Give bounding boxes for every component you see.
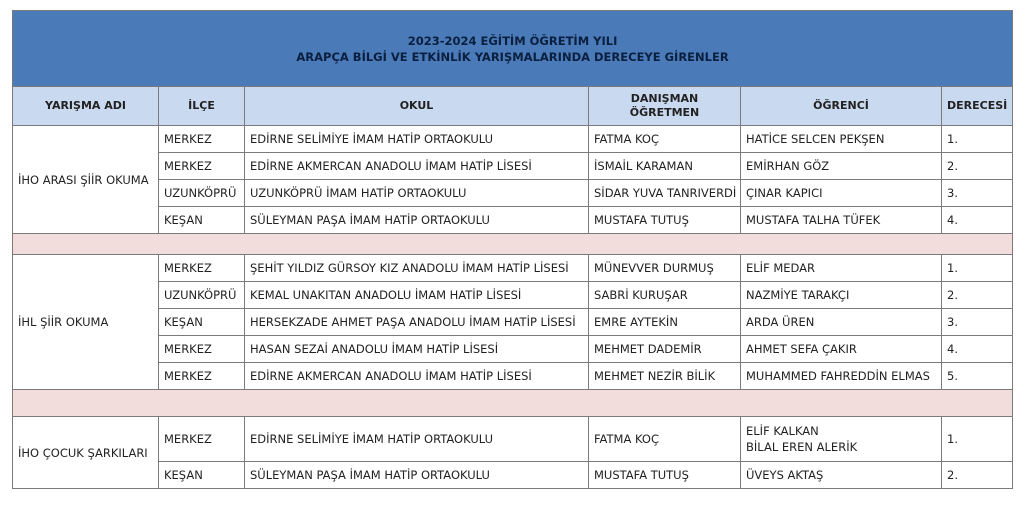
header-derece: DERECESİ xyxy=(942,87,1013,126)
cell-okul: EDİRNE SELİMİYE İMAM HATİP ORTAOKULU xyxy=(245,417,589,462)
cell-ogrenci: ÜVEYS AKTAŞ xyxy=(741,462,942,489)
competition-name: İHO ÇOCUK ŞARKILARI xyxy=(13,417,159,489)
title-row xyxy=(13,11,1013,87)
cell-ilce: UZUNKÖPRÜ xyxy=(159,282,245,309)
header-danisman-line-2: ÖĞRETMEN xyxy=(629,106,700,119)
cell-ilce: MERKEZ xyxy=(159,336,245,363)
results-table-wrapper xyxy=(12,10,1012,489)
separator-cell xyxy=(13,234,1013,255)
table-row xyxy=(13,255,1013,282)
cell-derece: 1. xyxy=(942,255,1013,282)
table-row xyxy=(13,282,1013,309)
cell-danisman: MÜNEVVER DURMUŞ xyxy=(589,255,741,282)
table-row xyxy=(13,363,1013,390)
separator-row xyxy=(13,234,1013,255)
cell-danisman: EMRE AYTEKİN xyxy=(589,309,741,336)
header-ilce: İLÇE xyxy=(159,87,245,126)
cell-ogrenci: MUSTAFA TALHA TÜFEK xyxy=(741,207,942,234)
cell-danisman: MUSTAFA TUTUŞ xyxy=(589,462,741,489)
cell-ilce: MERKEZ xyxy=(159,417,245,462)
competition-name: İHL ŞİİR OKUMA xyxy=(13,255,159,390)
cell-ogrenci: ÇINAR KAPICI xyxy=(741,180,942,207)
cell-okul: SÜLEYMAN PAŞA İMAM HATİP ORTAOKULU xyxy=(245,462,589,489)
cell-ogrenci: EMİRHAN GÖZ xyxy=(741,153,942,180)
cell-ilce: UZUNKÖPRÜ xyxy=(159,180,245,207)
cell-ogrenci: MUHAMMED FAHREDDİN ELMAS xyxy=(741,363,942,390)
separator-cell xyxy=(13,390,1013,417)
header-ogrenci: ÖĞRENCİ xyxy=(741,87,942,126)
header-yarisma: YARIŞMA ADI xyxy=(13,87,159,126)
cell-okul: UZUNKÖPRÜ İMAM HATİP ORTAOKULU xyxy=(245,180,589,207)
cell-okul: EDİRNE AKMERCAN ANADOLU İMAM HATİP LİSESİ xyxy=(245,363,589,390)
cell-ilce: MERKEZ xyxy=(159,363,245,390)
cell-okul: ŞEHİT YILDIZ GÜRSOY KIZ ANADOLU İMAM HATİP LİSESİ xyxy=(245,255,589,282)
cell-danisman: SABRİ KURUŞAR xyxy=(589,282,741,309)
cell-ogrenci-line-2: BİLAL EREN ALERİK xyxy=(746,440,858,454)
cell-ogrenci: ARDA ÜREN xyxy=(741,309,942,336)
cell-okul: EDİRNE AKMERCAN ANADOLU İMAM HATİP LİSESİ xyxy=(245,153,589,180)
cell-danisman: MUSTAFA TUTUŞ xyxy=(589,207,741,234)
cell-derece: 3. xyxy=(942,309,1013,336)
cell-danisman: İSMAİL KARAMAN xyxy=(589,153,741,180)
table-row xyxy=(13,207,1013,234)
competition-name: İHO ARASI ŞİİR OKUMA xyxy=(13,126,159,234)
cell-ilce: MERKEZ xyxy=(159,153,245,180)
cell-derece: 4. xyxy=(942,336,1013,363)
separator-row xyxy=(13,390,1013,417)
cell-ilce: KEŞAN xyxy=(159,207,245,234)
cell-ogrenci: HATİCE SELCEN PEKŞEN xyxy=(741,126,942,153)
cell-danisman: MEHMET DADEMİR xyxy=(589,336,741,363)
cell-okul: EDİRNE SELİMİYE İMAM HATİP ORTAOKULU xyxy=(245,126,589,153)
cell-ilce: MERKEZ xyxy=(159,126,245,153)
cell-ogrenci: NAZMİYE TARAKÇI xyxy=(741,282,942,309)
cell-okul: SÜLEYMAN PAŞA İMAM HATİP ORTAOKULU xyxy=(245,207,589,234)
table-row xyxy=(13,417,1013,462)
cell-derece: 2. xyxy=(942,282,1013,309)
cell-ilce: MERKEZ xyxy=(159,255,245,282)
cell-derece: 1. xyxy=(942,417,1013,462)
table-row xyxy=(13,309,1013,336)
table-row xyxy=(13,180,1013,207)
title-line-2: ARAPÇA BİLGİ VE ETKİNLİK YARIŞMALARINDA DERECEYE GİRENLER xyxy=(296,49,729,64)
header-danisman-line-1: DANIŞMAN xyxy=(630,92,699,105)
table-row xyxy=(13,126,1013,153)
table-row xyxy=(13,153,1013,180)
title-line-1: 2023-2024 EĞİTİM ÖĞRETİM YILI xyxy=(407,33,618,48)
table-row xyxy=(13,336,1013,363)
header-okul: OKUL xyxy=(245,87,589,126)
cell-danisman: MEHMET NEZİR BİLİK xyxy=(589,363,741,390)
cell-ogrenci: ELİF MEDAR xyxy=(741,255,942,282)
cell-derece: 4. xyxy=(942,207,1013,234)
cell-okul: HERSEKZADE AHMET PAŞA ANADOLU İMAM HATİP LİSESİ xyxy=(245,309,589,336)
cell-derece: 2. xyxy=(942,153,1013,180)
results-table xyxy=(12,10,1013,489)
cell-danisman: FATMA KOÇ xyxy=(589,126,741,153)
cell-ogrenci: AHMET SEFA ÇAKIR xyxy=(741,336,942,363)
cell-ogrenci-line-1: ELİF KALKAN xyxy=(746,424,819,438)
cell-derece: 2. xyxy=(942,462,1013,489)
cell-derece: 5. xyxy=(942,363,1013,390)
table-title xyxy=(13,11,1013,87)
cell-danisman: SİDAR YUVA TANRIVERDİ xyxy=(589,180,741,207)
table-row xyxy=(13,462,1013,489)
cell-derece: 3. xyxy=(942,180,1013,207)
cell-derece: 1. xyxy=(942,126,1013,153)
cell-ogrenci xyxy=(741,417,942,462)
cell-ilce: KEŞAN xyxy=(159,309,245,336)
header-danisman xyxy=(589,87,741,126)
cell-danisman: FATMA KOÇ xyxy=(589,417,741,462)
cell-okul: KEMAL UNAKITAN ANADOLU İMAM HATİP LİSESİ xyxy=(245,282,589,309)
cell-ilce: KEŞAN xyxy=(159,462,245,489)
header-row xyxy=(13,87,1013,126)
cell-okul: HASAN SEZAİ ANADOLU İMAM HATİP LİSESİ xyxy=(245,336,589,363)
